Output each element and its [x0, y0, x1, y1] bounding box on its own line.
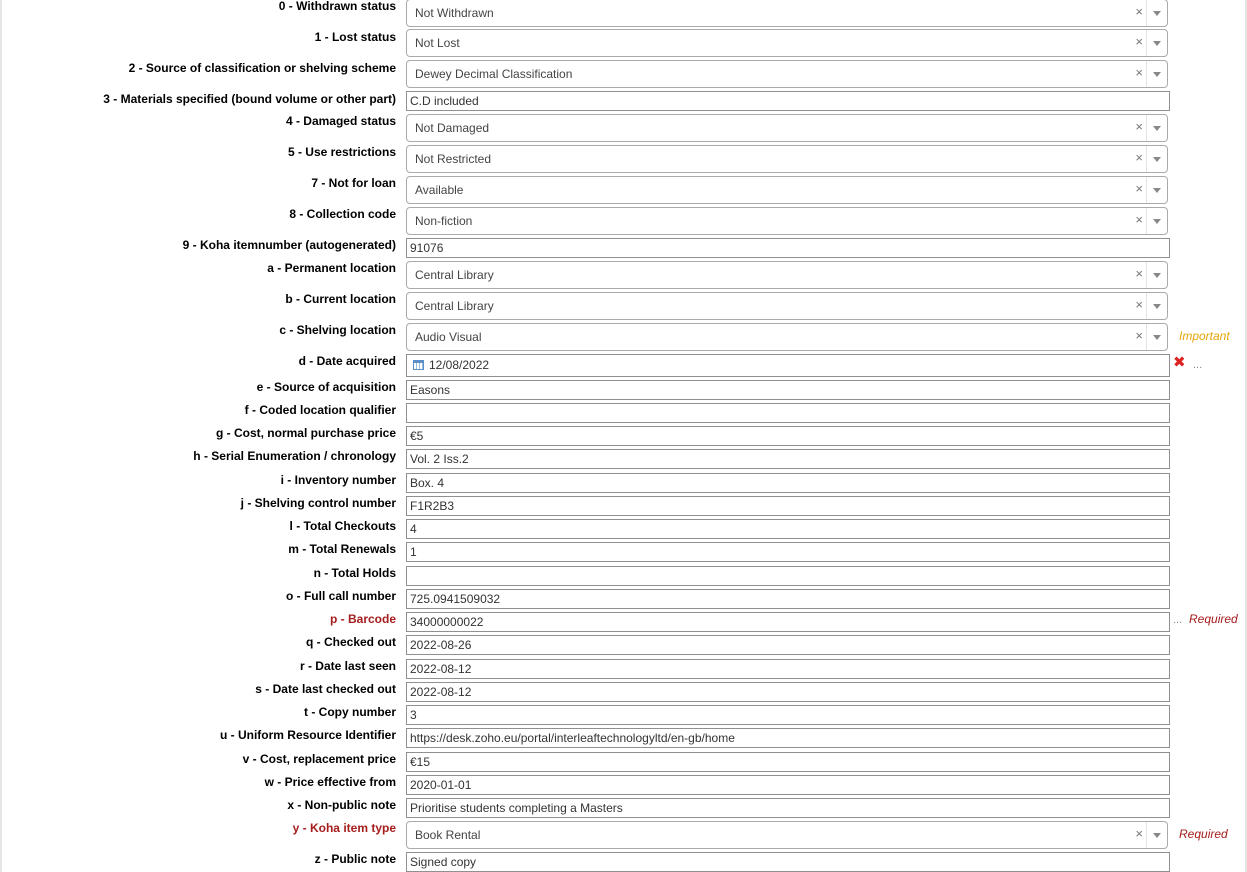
field-label: h - Serial Enumeration / chronology — [193, 449, 396, 463]
select-divider — [1146, 293, 1147, 319]
clear-icon[interactable]: × — [1135, 150, 1143, 165]
chevron-down-icon[interactable] — [1153, 41, 1161, 46]
select-value: Not Damaged — [415, 121, 490, 135]
permanent-location-select[interactable] — [406, 261, 1168, 289]
total-renewals-input[interactable]: 1 — [406, 542, 1170, 562]
select-value: Central Library — [415, 299, 494, 313]
damaged-status-select[interactable] — [406, 114, 1168, 142]
clear-icon[interactable]: × — [1135, 34, 1143, 49]
field-label: y - Koha item type — [292, 821, 396, 835]
select-value: Dewey Decimal Classification — [415, 67, 573, 81]
field-label: 4 - Damaged status — [285, 114, 396, 128]
select-divider — [1146, 177, 1147, 203]
select-divider — [1146, 262, 1147, 288]
collection-code-select[interactable] — [406, 207, 1168, 235]
date-last-seen-input[interactable]: 2022-08-12 — [406, 659, 1170, 679]
field-label: c - Shelving location — [279, 323, 396, 337]
calendar-icon[interactable] — [413, 360, 424, 370]
select-divider — [1146, 146, 1147, 172]
field-label: b - Current location — [285, 292, 396, 306]
field-label: m - Total Renewals — [288, 542, 396, 556]
field-label: a - Permanent location — [267, 261, 396, 275]
field-label: d - Date acquired — [298, 354, 396, 368]
chevron-down-icon[interactable] — [1153, 188, 1161, 193]
field-label: l - Total Checkouts — [289, 519, 396, 533]
clear-icon[interactable]: × — [1135, 119, 1143, 134]
field-label: u - Uniform Resource Identifier — [219, 728, 396, 742]
chevron-down-icon[interactable] — [1153, 157, 1161, 162]
chevron-down-icon[interactable] — [1153, 304, 1161, 309]
select-value: Not Withdrawn — [415, 6, 494, 20]
select-value: Audio Visual — [415, 330, 482, 344]
chevron-down-icon[interactable] — [1153, 335, 1161, 340]
total-holds-input[interactable] — [406, 566, 1170, 586]
field-label: w - Price effective from — [264, 775, 396, 789]
field-label: 2 - Source of classification or shelving scheme — [128, 61, 396, 75]
date-acquired-input[interactable] — [406, 354, 1170, 377]
date-last-checked-out-input[interactable]: 2022-08-12 — [406, 682, 1170, 702]
more-options-dots[interactable]: ... — [1173, 614, 1183, 626]
clear-icon[interactable]: × — [1135, 826, 1143, 841]
public-note-input[interactable]: Signed copy — [406, 852, 1170, 872]
required-note: Required — [1179, 827, 1228, 841]
barcode-input[interactable]: 34000000022 — [406, 612, 1170, 632]
field-label: q - Checked out — [305, 635, 396, 649]
serial-enumeration-input[interactable]: Vol. 2 Iss.2 — [406, 449, 1170, 469]
shelving-control-number-input[interactable]: F1R2B3 — [406, 496, 1170, 516]
chevron-down-icon[interactable] — [1153, 126, 1161, 131]
select-divider — [1146, 208, 1147, 234]
select-value: Available — [415, 183, 464, 197]
field-label: z - Public note — [314, 852, 396, 866]
non-public-note-input[interactable]: Prioritise students completing a Masters — [406, 798, 1170, 818]
withdrawn-status-select[interactable] — [406, 0, 1168, 27]
field-label: 8 - Collection code — [289, 207, 396, 221]
field-label: n - Total Holds — [313, 566, 396, 580]
field-label: i - Inventory number — [280, 473, 396, 487]
inventory-number-input[interactable]: Box. 4 — [406, 473, 1170, 493]
select-divider — [1146, 822, 1147, 848]
field-label: x - Non-public note — [287, 798, 396, 812]
source-of-acquisition-input[interactable]: Easons — [406, 380, 1170, 400]
koha-itemnumber-input[interactable]: 91076 — [406, 238, 1170, 258]
field-label: o - Full call number — [285, 589, 396, 603]
field-label: t - Copy number — [304, 705, 396, 719]
price-effective-from-input[interactable]: 2020-01-01 — [406, 775, 1170, 795]
field-label: 1 - Lost status — [314, 30, 396, 44]
shelving-location-select[interactable] — [406, 323, 1168, 351]
select-value: Non-fiction — [415, 214, 473, 228]
purchase-price-input[interactable]: €5 — [406, 426, 1170, 446]
select-value: Book Rental — [415, 828, 481, 842]
frame-border-left — [0, 0, 2, 872]
clear-icon[interactable]: × — [1135, 181, 1143, 196]
select-divider — [1146, 324, 1147, 350]
clear-date-icon[interactable]: ✖ — [1173, 354, 1186, 371]
materials-specified-input[interactable]: C.D included — [406, 91, 1170, 111]
full-call-number-input[interactable]: 725.0941509032 — [406, 589, 1170, 609]
total-checkouts-input[interactable]: 4 — [406, 519, 1170, 539]
checked-out-input[interactable]: 2022-08-26 — [406, 635, 1170, 655]
uri-input[interactable]: https://desk.zoho.eu/portal/interleaftechnologyltd/en-gb/home — [406, 728, 1170, 748]
field-label: p - Barcode — [329, 612, 396, 626]
field-label: e - Source of acquisition — [256, 380, 396, 394]
chevron-down-icon[interactable] — [1153, 273, 1161, 278]
clear-icon[interactable]: × — [1135, 212, 1143, 227]
clear-icon[interactable]: × — [1135, 266, 1143, 281]
replacement-price-input[interactable]: €15 — [406, 752, 1170, 772]
field-label: 7 - Not for loan — [311, 176, 396, 190]
coded-location-qualifier-input[interactable] — [406, 403, 1170, 423]
select-divider — [1146, 61, 1147, 87]
required-note: Required — [1189, 612, 1238, 626]
select-divider — [1146, 30, 1147, 56]
field-label: r - Date last seen — [299, 659, 396, 673]
current-location-select[interactable] — [406, 292, 1168, 320]
use-restrictions-select[interactable] — [406, 145, 1168, 173]
chevron-down-icon[interactable] — [1153, 11, 1161, 16]
chevron-down-icon[interactable] — [1153, 219, 1161, 224]
field-label: 3 - Materials specified (bound volume or other part) — [103, 92, 396, 106]
field-label: j - Shelving control number — [240, 496, 396, 510]
field-label: 9 - Koha itemnumber (autogenerated) — [182, 238, 396, 252]
clear-icon[interactable]: × — [1135, 297, 1143, 312]
select-divider — [1146, 0, 1147, 26]
important-note: Important — [1179, 329, 1230, 343]
more-options-dots[interactable]: ... — [1193, 359, 1203, 371]
not-for-loan-select[interactable] — [406, 176, 1168, 204]
field-label: g - Cost, normal purchase price — [215, 426, 396, 440]
clear-icon[interactable]: × — [1135, 328, 1143, 343]
field-label: 0 - Withdrawn status — [278, 0, 396, 13]
field-label: s - Date last checked out — [255, 682, 396, 696]
select-value: Not Lost — [415, 36, 460, 50]
field-label: 5 - Use restrictions — [287, 145, 396, 159]
clear-icon[interactable]: × — [1135, 4, 1143, 19]
chevron-down-icon[interactable] — [1153, 833, 1161, 838]
select-value: Not Restricted — [415, 152, 492, 166]
classification-source-select[interactable] — [406, 60, 1168, 88]
select-value: Central Library — [415, 268, 494, 282]
copy-number-input[interactable]: 3 — [406, 705, 1170, 725]
clear-icon[interactable]: × — [1135, 65, 1143, 80]
field-label: v - Cost, replacement price — [242, 752, 396, 766]
koha-item-type-select[interactable] — [406, 821, 1168, 849]
select-divider — [1146, 115, 1147, 141]
chevron-down-icon[interactable] — [1153, 72, 1161, 77]
date-value: 12/08/2022 — [429, 358, 490, 372]
field-label: f - Coded location qualifier — [244, 403, 396, 417]
lost-status-select[interactable] — [406, 29, 1168, 57]
